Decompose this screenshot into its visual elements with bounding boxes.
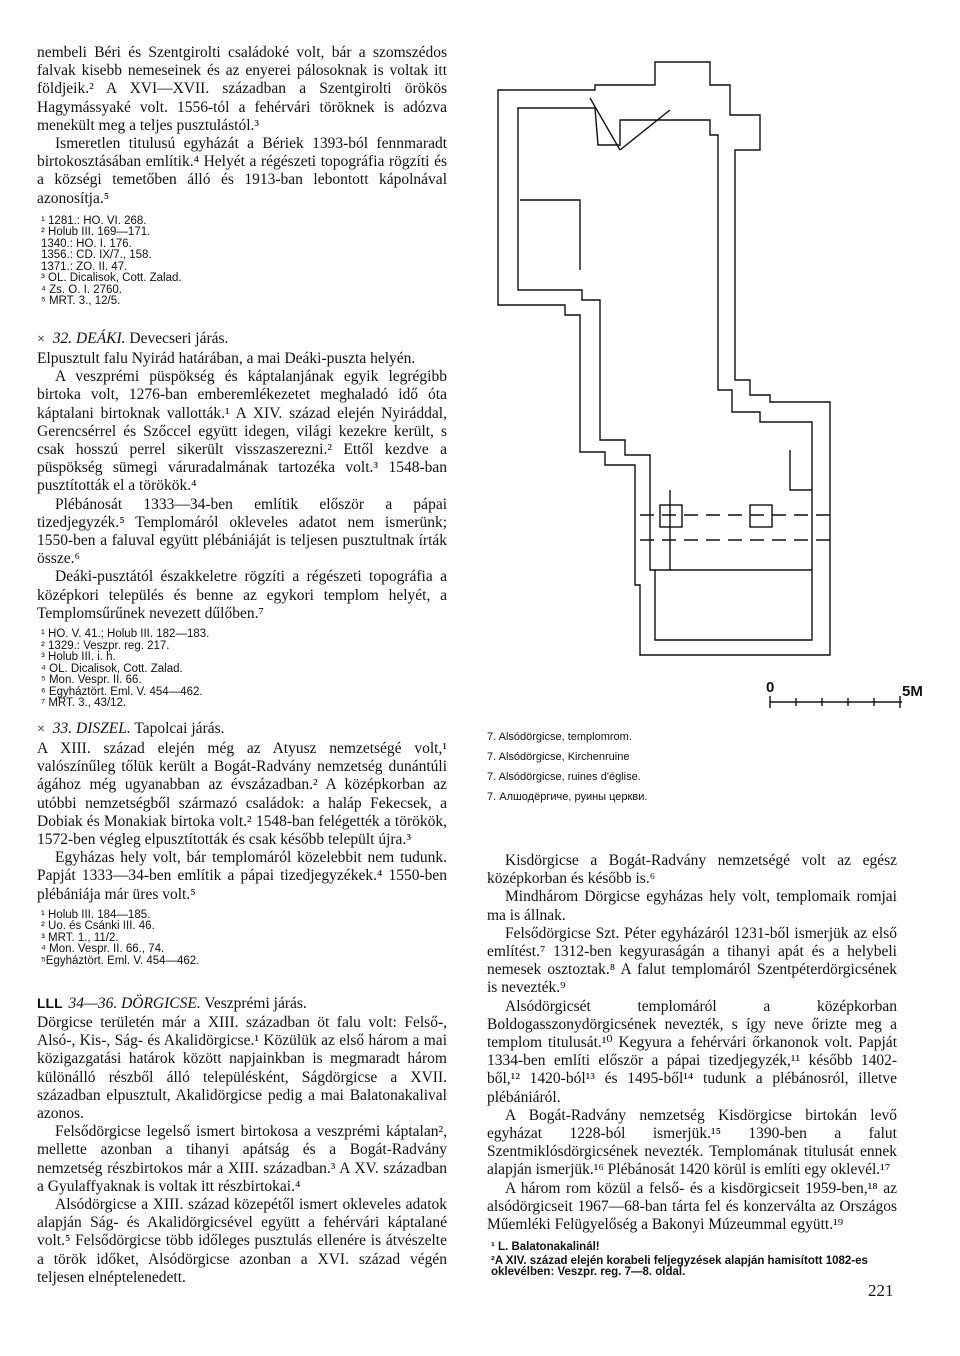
footnote: ⁵Egyháztört. Eml. V. 454—462. (41, 954, 200, 967)
figure-caption: 7. Alsódörgicse, ruines d'église. (487, 771, 641, 783)
paragraph: Egyházas hely volt, bár templomáról közelebbit nem tudunk. Papját 1333—34-ben említik a pápai tizedjegyzékek.⁴ 1550-ben plébániája már üres volt.⁵ (37, 849, 447, 903)
entry-number: 33. (52, 720, 73, 737)
inner-wall (518, 108, 812, 640)
footnote: ⁴ Zs. O. I. 2760. (41, 283, 122, 296)
scale-label-end: 5M (902, 683, 923, 700)
entry-heading (37, 994, 447, 1013)
footnote: ¹ L. Balatonakalinál! (491, 1241, 600, 1254)
footnote: 1371.: ZO. II. 47. (41, 260, 128, 273)
entry-number: 34—36. (68, 995, 118, 1012)
footnote: ⁴ Mon. Vespr. II. 66., 74. (41, 943, 165, 956)
footnote: ² Uo. és Csánki III. 46. (41, 920, 155, 933)
footnotes (41, 629, 447, 710)
paragraph: nembeli Béri és Szentgirolti családoké volt, bár a szomszédos falvak kisebb nemeseinek és az enyerei pálosoknak is voltak itt földjeik.² A XVI—XVII. században a Szentgirolti örökös Hagymássyaké volt. 1556-tól a fehérvári töröknek is adózva menekült meg a teljes pusztulástól.³ (37, 44, 447, 134)
crack-line (620, 110, 670, 150)
entry-mark: LLL (37, 995, 63, 1011)
footnote: 1340.: HO. I. 176. (41, 237, 132, 250)
paragraph: Alsódörgicsét templomáról a középkorban Boldogasszonydörgicsének nevezték, s így neve őrizte meg a templom titulusát.¹⁰ Kegyura a fehérvári őrkanonok volt. Papját 1334-ben említi először a pápai tizedjegyzék,¹¹ később 1402-ből,¹² 1420-ból¹³ és 1495-ből¹⁴ tudunk a plébánosról, illetve plébániáról. (487, 997, 897, 1106)
intro-section (37, 44, 447, 308)
paragraph: Alsódörgicse a XIII. század közepétől ismert okleveles adatok alapján Ság- és Akalidörgicsével együtt a fehérvári káptalané volt.⁵ Felsődörgicse több időleges pusztulás ellenére is átvészelte a török időket, Alsódörgicse azonban a XVI. század végén teljesen elnéptelenedett. (37, 1196, 447, 1286)
page-number: 221 (868, 1281, 894, 1300)
entry-name: DÖRGICSE. (121, 995, 201, 1012)
footnote: ¹ Holub III. 184—185. (41, 908, 151, 921)
scale-label-start: 0 (766, 679, 775, 696)
paragraph: Felsődörgicse legelső ismert birtokosa a veszprémi káptalan², mellette azonban a tihanyi apátság és a Bogát-Radvány nemzetség részbirtokos már a XIII. században.³ A XV. században a Gyulaffyaknak is voltak itt részbirtokai.⁴ (37, 1123, 447, 1195)
paragraph: Felsődörgicse Szt. Péter egyházáról 1231-ből ismerjük az első említést.⁷ 1312-ben kegyuraságán a tihanyi apát és a helybeli nemesek osztoztak.⁸ A falut templomáról Szentpéterdörgicsének is nevezték.⁹ (487, 924, 897, 997)
entry-district: Tapolcai járás. (134, 720, 225, 737)
pillar (750, 505, 772, 527)
paragraph: A három rom közül a felső- és a kisdörgicseit 1959-ben,¹⁸ az alsódörgicseit 1967—68-ban tárta fel és konzerválta az Országos Műemléki Felügyelőség a Bakonyi Múzeummal együtt.¹⁹ (487, 1179, 897, 1234)
entry-mark: × (37, 332, 45, 347)
entry-number: 32. (52, 330, 73, 347)
entry-name: DEÁKI. (76, 330, 126, 347)
footnote: ² Holub III. 169—171. (41, 226, 151, 239)
interior-line (790, 450, 812, 490)
footnotes (41, 910, 447, 968)
figure-caption: 7. Alsódörgicse, Kirchenruine (487, 751, 630, 763)
paragraph: Deáki-pusztától északkeletre rögzíti a régészeti topográfia a középkori település és benne az egykori templom helyét, a Templomsűrűnek nevezett dűlőben.⁷ (37, 568, 447, 622)
footnote: 1356.: CD. IX/7., 158. (41, 249, 152, 262)
footnote: ³ OL. Dicalisok, Cott. Zalad. (41, 272, 182, 285)
paragraph: A veszprémi püspökség és káptalanjának egyik legrégibb birtoka volt, 1276-ban emberemlékezetet meghaladó idő óta káptalani birtoknak vallották.¹ A XIV. század elején Nyiráddal, Gerencsérrel és Szőccel együtt idegen, világi kezekre került, s csak hosszú perrel sikerült visszaszerezni.² Ettől kezdve a püspökség sümegi váruradalmának tartozéka volt.³ 1548-ban pusztították el a törökök.⁴ (37, 368, 447, 495)
entry-diszel (37, 720, 447, 967)
nave-line (520, 200, 580, 270)
footnotes (491, 1242, 897, 1279)
right-column (487, 852, 897, 1279)
pillar (660, 505, 682, 527)
footnote: ¹ 1281.: HO. VI. 268. (41, 214, 147, 227)
paragraph: Elpusztult falu Nyirád határában, a mai Deáki-puszta helyén. (37, 350, 416, 367)
entry-district: Veszprémi járás. (204, 995, 307, 1012)
footnote: ⁵ Mon. Vespr. II. 66. (41, 674, 142, 687)
footnote: ⁷ MRT. 3., 43/12. (41, 697, 127, 710)
crack-line (590, 98, 620, 150)
figure-caption: 7. Алшодёргичe, руины церкви. (487, 791, 648, 803)
footnotes (41, 216, 447, 308)
paragraph: Kisdörgicse a Bogát-Radvány nemzetségé volt az egész középkorban és később is.⁶ (487, 852, 897, 888)
entry-heading (37, 720, 447, 739)
entry-heading (37, 330, 447, 349)
figure-captions (487, 727, 907, 807)
footnote: ¹ HO. V. 41.; Holub III. 182—183. (41, 628, 210, 641)
paragraph: A XIII. század elején még az Atyusz nemzetségé volt,¹ valószínűleg tőlük került a Bogát-Radvány nemzetség dunántúli ágához még ugyanabban az évszázadban.² A középkorban az utóbbi nemzetségből származó családok: a haláp Fekecsek, a Dobiak és Monakiak birtoka volt.² 1548-ban felégették a törökök, 1572-ben végleg elpusztították és csak később települt újra.³ (37, 740, 447, 849)
church-ruin-floor-plan (470, 50, 940, 720)
figure-caption: 7. Alsódörgicse, templomrom. (487, 731, 632, 743)
entry-name: DISZEL. (76, 720, 131, 737)
footnote: ⁴ OL. Dicalisok, Cott. Zalad. (41, 662, 183, 675)
outer-wall (498, 62, 830, 655)
paragraph: Dörgicse területén már a XIII. században öt falu volt: Felső-, Alsó-, Kis-, Ság- és Akalidörgicse.¹ Közülük az első három a mai közigazgatási határok között napjainkban is megmaradt három különálló részből álló településként, Ságdörgicse a XVII. században elpusztult, Akalidörgicse pedig a mai Balatonakalival azonos. (37, 1014, 447, 1123)
footnote: ² 1329.: Veszpr. reg. 217. (41, 639, 170, 652)
footnote: ⁵ MRT. 3., 12/5. (41, 295, 121, 308)
paragraph: Ismeretlen titulusú egyházát a Bériek 1393-ból fennmaradt birtokosztásában említik.⁴ Helyét a régészeti topográfia rögzíti és a községi temetőben álló és 1913-ban lebontott kápolnával azonosítja.⁵ (37, 135, 447, 207)
entry-dorgicse (37, 994, 447, 1287)
entry-deaki (37, 330, 447, 710)
paragraph: Mindhárom Dörgicse egyházas hely volt, templomaik romjai ma is állnak. (487, 888, 897, 924)
footnote: ²A XIV. század elején korabeli feljegyzések alapján hamisított 1082-es oklevélben: Veszpr. reg. 7—8. oldal. (491, 1254, 868, 1279)
footnote: ³ MRT. 1., 11/2. (41, 931, 119, 944)
entry-district: Devecseri járás. (129, 330, 229, 347)
paragraph: A Bogát-Radvány nemzetség Kisdörgicse birtokán levő egyházat 1228-ból ismerjük.¹⁵ 1390-ben a falut Szentmiklósdörgicsének nevezték. Templomának titulusát ennek alapján ismerjük.¹⁶ Plébánosát 1420 körül is említi egy oklevél.¹⁷ (487, 1106, 897, 1179)
entry-mark: × (37, 722, 45, 737)
paragraph: Plébánosát 1333—34-ben említik először a pápai tizedjegyzék.⁵ Templomáról okleveles adatot nem ismerünk; 1550-ben a faluval együtt plébániáját is teljesen pusztultnak írták össze.⁶ (37, 495, 447, 568)
footnote: ⁶ Egyháztört. Eml. V. 454—462. (41, 685, 203, 698)
footnote: ³ Holub III. i. h. (41, 651, 116, 664)
